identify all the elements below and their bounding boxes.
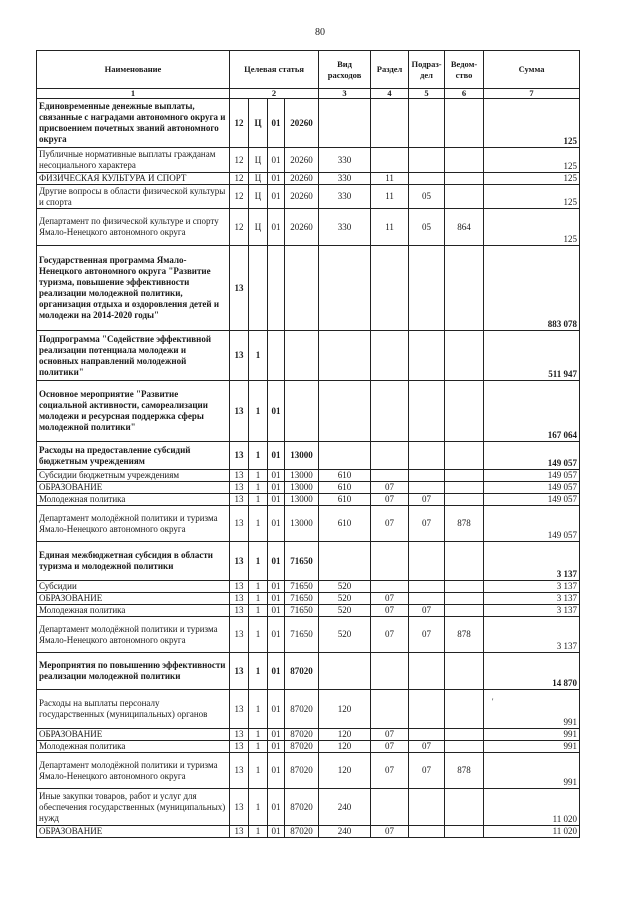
- column-number: 4: [371, 89, 409, 99]
- target-subprogram: 1: [249, 581, 268, 593]
- target-subprogram: Ц: [249, 209, 268, 246]
- amount: 149 057: [484, 442, 580, 470]
- target-event: 01: [268, 381, 285, 442]
- row-name: Публичные нормативные выплаты гражданам несоциального характера: [37, 148, 230, 173]
- subsection: 07: [409, 617, 445, 653]
- target-subprogram: 1: [249, 741, 268, 753]
- row-name: Другие вопросы в области физической культуры и спорта: [37, 185, 230, 209]
- target-subprogram: Ц: [249, 99, 268, 148]
- target-event: 01: [268, 826, 285, 838]
- target-program: 13: [230, 653, 249, 690]
- target-subprogram: 1: [249, 826, 268, 838]
- subsection: [409, 653, 445, 690]
- section: [371, 581, 409, 593]
- target-program: 12: [230, 185, 249, 209]
- header-section: Раздел: [371, 51, 409, 89]
- expense-type: [319, 653, 371, 690]
- row-name: Субсидии: [37, 581, 230, 593]
- target-program: 13: [230, 494, 249, 506]
- section: 11: [371, 173, 409, 185]
- expense-type: [319, 381, 371, 442]
- section: [371, 690, 409, 729]
- target-program: 13: [230, 482, 249, 494]
- row-name: Департамент молодёжной политики и туризма Ямало-Ненецкого автономного округа: [37, 506, 230, 542]
- department-code: [445, 442, 484, 470]
- target-event: 01: [268, 542, 285, 581]
- column-number: 5: [409, 89, 445, 99]
- section: 07: [371, 729, 409, 741]
- row-name: Иные закупки товаров, работ и услуг для обеспечения государственных (муниципальных) нужд: [37, 789, 230, 826]
- department-code: [445, 331, 484, 381]
- target-event: 01: [268, 470, 285, 482]
- target-event: 01: [268, 741, 285, 753]
- expense-type: 120: [319, 753, 371, 789]
- expense-type: 330: [319, 209, 371, 246]
- row-name: Государственная программа Ямало-Ненецкого автономного округа "Развитие туризма, повышение эффективности реализации молодежной политики, организация отдыха и оздоровления детей и молодежи на 2014-2020 годы": [37, 246, 230, 331]
- subsection: [409, 381, 445, 442]
- header-name: Наименование: [37, 51, 230, 89]
- target-subprogram: 1: [249, 494, 268, 506]
- section: 11: [371, 209, 409, 246]
- amount: 883 078: [484, 246, 580, 331]
- amount: 991: [484, 753, 580, 789]
- row-name: Молодежная политика: [37, 494, 230, 506]
- expense-type: 240: [319, 826, 371, 838]
- section: 07: [371, 506, 409, 542]
- target-subprogram: 1: [249, 482, 268, 494]
- table-row: [37, 753, 580, 789]
- expense-type: 330: [319, 148, 371, 173]
- amount: 125: [484, 148, 580, 173]
- expense-type: 120: [319, 690, 371, 729]
- target-program: 13: [230, 729, 249, 741]
- target-program: 13: [230, 617, 249, 653]
- target-event: 01: [268, 581, 285, 593]
- expense-type: [319, 442, 371, 470]
- amount: 149 057: [484, 482, 580, 494]
- row-name: Расходы на предоставление субсидий бюджетным учреждениям: [37, 442, 230, 470]
- target-program: 12: [230, 209, 249, 246]
- row-name: Департамент по физической культуре и спорту Ямало-Ненецкого автономного округа: [37, 209, 230, 246]
- department-code: [445, 173, 484, 185]
- table-row: [37, 442, 580, 470]
- department-code: [445, 185, 484, 209]
- subsection: [409, 148, 445, 173]
- department-code: [445, 690, 484, 729]
- target-subprogram: Ц: [249, 185, 268, 209]
- target-program: 13: [230, 690, 249, 729]
- department-code: 878: [445, 753, 484, 789]
- budget-table: [36, 50, 580, 838]
- section: [371, 470, 409, 482]
- section: [371, 789, 409, 826]
- subsection: [409, 826, 445, 838]
- table-row: [37, 581, 580, 593]
- target-program: 12: [230, 173, 249, 185]
- target-subprogram: 1: [249, 331, 268, 381]
- target-event: 01: [268, 148, 285, 173]
- row-name: ОБРАЗОВАНИЕ: [37, 482, 230, 494]
- subsection: 07: [409, 494, 445, 506]
- target-subprogram: 1: [249, 605, 268, 617]
- department-code: 864: [445, 209, 484, 246]
- amount: 11 020: [484, 789, 580, 826]
- target-direction: 13000: [285, 494, 319, 506]
- amount: 125: [484, 209, 580, 246]
- table-row: [37, 331, 580, 381]
- table-row: [37, 542, 580, 581]
- target-subprogram: 1: [249, 542, 268, 581]
- amount: 3 137: [484, 617, 580, 653]
- department-code: [445, 653, 484, 690]
- target-subprogram: Ц: [249, 173, 268, 185]
- department-code: [445, 741, 484, 753]
- table-row: [37, 482, 580, 494]
- target-subprogram: 1: [249, 753, 268, 789]
- section: [371, 381, 409, 442]
- expense-type: 240: [319, 789, 371, 826]
- table-row: [37, 148, 580, 173]
- row-name: Департамент молодёжной политики и туризма Ямало-Ненецкого автономного округа: [37, 753, 230, 789]
- header-subsection: Подраз-дел: [409, 51, 445, 89]
- row-name: ФИЗИЧЕСКАЯ КУЛЬТУРА И СПОРТ: [37, 173, 230, 185]
- section: [371, 246, 409, 331]
- department-code: [445, 593, 484, 605]
- target-event: 01: [268, 209, 285, 246]
- target-program: 12: [230, 99, 249, 148]
- subsection: 07: [409, 506, 445, 542]
- target-event: 01: [268, 185, 285, 209]
- department-code: [445, 542, 484, 581]
- target-program: 13: [230, 741, 249, 753]
- table-row: [37, 690, 580, 729]
- target-direction: 71650: [285, 581, 319, 593]
- target-event: 01: [268, 653, 285, 690]
- amount: 149 057: [484, 470, 580, 482]
- target-direction: 87020: [285, 753, 319, 789]
- subsection: [409, 542, 445, 581]
- department-code: [445, 494, 484, 506]
- expense-type: 520: [319, 593, 371, 605]
- target-subprogram: [249, 246, 268, 331]
- row-name: Молодежная политика: [37, 605, 230, 617]
- department-code: [445, 99, 484, 148]
- section: 07: [371, 741, 409, 753]
- table-row: [37, 173, 580, 185]
- expense-type: 610: [319, 494, 371, 506]
- header-row: [37, 51, 580, 89]
- section: 07: [371, 617, 409, 653]
- subsection: 07: [409, 753, 445, 789]
- target-program: 13: [230, 506, 249, 542]
- section: 07: [371, 494, 409, 506]
- department-code: 878: [445, 617, 484, 653]
- target-program: 13: [230, 542, 249, 581]
- expense-type: [319, 331, 371, 381]
- subsection: [409, 331, 445, 381]
- table-row: [37, 246, 580, 331]
- section: [371, 148, 409, 173]
- target-subprogram: 1: [249, 442, 268, 470]
- subsection: [409, 482, 445, 494]
- target-subprogram: 1: [249, 617, 268, 653]
- department-code: [445, 246, 484, 331]
- target-direction: 71650: [285, 593, 319, 605]
- amount: 125: [484, 99, 580, 148]
- target-direction: [285, 381, 319, 442]
- target-event: 01: [268, 442, 285, 470]
- department-code: [445, 470, 484, 482]
- section: 07: [371, 826, 409, 838]
- amount: 511 947: [484, 331, 580, 381]
- row-name: Единовременные денежные выплаты, связанные с наградами автономного округа и присвоением почетных званий автономного округа: [37, 99, 230, 148]
- section: 07: [371, 605, 409, 617]
- amount: 125: [484, 173, 580, 185]
- column-number-row: [37, 89, 580, 99]
- target-program: 13: [230, 381, 249, 442]
- subsection: [409, 729, 445, 741]
- header-department: Ведом-ство: [445, 51, 484, 89]
- target-event: 01: [268, 482, 285, 494]
- department-code: 878: [445, 506, 484, 542]
- table-row: [37, 826, 580, 838]
- amount: 991: [484, 741, 580, 753]
- amount: 14 870: [484, 653, 580, 690]
- row-name: Мероприятия по повышению эффективности реализации молодежной политики: [37, 653, 230, 690]
- table-row: [37, 741, 580, 753]
- table-row: [37, 593, 580, 605]
- target-direction: 71650: [285, 605, 319, 617]
- section: [371, 542, 409, 581]
- row-name: Молодежная политика: [37, 741, 230, 753]
- subsection: 05: [409, 209, 445, 246]
- expense-type: 520: [319, 605, 371, 617]
- target-direction: 71650: [285, 542, 319, 581]
- subsection: [409, 581, 445, 593]
- row-name: Основное мероприятие "Развитие социальной активности, самореализации молодежи и ресурсная поддержка сферы молодежной политики": [37, 381, 230, 442]
- target-direction: 13000: [285, 470, 319, 482]
- table-row: [37, 185, 580, 209]
- expense-type: 120: [319, 741, 371, 753]
- amount: 149 057: [484, 506, 580, 542]
- target-event: [268, 331, 285, 381]
- stray-mark: ': [492, 697, 494, 706]
- amount: 3 137: [484, 593, 580, 605]
- target-event: 01: [268, 753, 285, 789]
- column-number: 6: [445, 89, 484, 99]
- header-target: Целевая статья: [230, 51, 319, 89]
- amount: 149 057: [484, 494, 580, 506]
- target-event: 01: [268, 494, 285, 506]
- header-sum: Сумма: [484, 51, 580, 89]
- amount: 991: [484, 690, 580, 729]
- subsection: [409, 99, 445, 148]
- row-name: Департамент молодёжной политики и туризма Ямало-Ненецкого автономного округа: [37, 617, 230, 653]
- subsection: [409, 246, 445, 331]
- table-row: [37, 653, 580, 690]
- target-program: 13: [230, 593, 249, 605]
- target-direction: 87020: [285, 653, 319, 690]
- table-row: [37, 729, 580, 741]
- subsection: [409, 690, 445, 729]
- target-direction: 87020: [285, 690, 319, 729]
- table-row: [37, 381, 580, 442]
- target-program: 13: [230, 470, 249, 482]
- section: 07: [371, 482, 409, 494]
- target-event: 01: [268, 789, 285, 826]
- amount: 167 064: [484, 381, 580, 442]
- target-direction: 87020: [285, 789, 319, 826]
- target-direction: 13000: [285, 442, 319, 470]
- target-event: 01: [268, 506, 285, 542]
- subsection: 05: [409, 185, 445, 209]
- department-code: [445, 381, 484, 442]
- target-program: 13: [230, 789, 249, 826]
- table-row: [37, 99, 580, 148]
- table-row: [37, 470, 580, 482]
- target-program: 13: [230, 581, 249, 593]
- row-name: ОБРАЗОВАНИЕ: [37, 729, 230, 741]
- target-direction: 20260: [285, 173, 319, 185]
- table-row: [37, 617, 580, 653]
- table-row: [37, 789, 580, 826]
- expense-type: 520: [319, 581, 371, 593]
- target-event: 01: [268, 605, 285, 617]
- target-direction: 87020: [285, 826, 319, 838]
- expense-type: [319, 99, 371, 148]
- row-name: ОБРАЗОВАНИЕ: [37, 593, 230, 605]
- target-direction: 71650: [285, 617, 319, 653]
- subsection: [409, 789, 445, 826]
- target-subprogram: 1: [249, 690, 268, 729]
- target-direction: [285, 331, 319, 381]
- target-direction: 13000: [285, 482, 319, 494]
- target-program: 13: [230, 826, 249, 838]
- target-event: [268, 246, 285, 331]
- target-subprogram: 1: [249, 653, 268, 690]
- target-event: 01: [268, 729, 285, 741]
- target-subprogram: 1: [249, 506, 268, 542]
- target-subprogram: 1: [249, 729, 268, 741]
- department-code: [445, 729, 484, 741]
- row-name: Расходы на выплаты персоналу государственных (муниципальных) органов: [37, 690, 230, 729]
- target-program: 13: [230, 246, 249, 331]
- target-subprogram: 1: [249, 381, 268, 442]
- target-direction: 20260: [285, 148, 319, 173]
- section: 11: [371, 185, 409, 209]
- subsection: [409, 593, 445, 605]
- table-row: [37, 494, 580, 506]
- target-direction: 20260: [285, 99, 319, 148]
- target-direction: [285, 246, 319, 331]
- amount: 3 137: [484, 605, 580, 617]
- expense-type: 520: [319, 617, 371, 653]
- target-program: 13: [230, 605, 249, 617]
- target-direction: 20260: [285, 209, 319, 246]
- target-program: 13: [230, 753, 249, 789]
- expense-type: [319, 542, 371, 581]
- target-subprogram: 1: [249, 470, 268, 482]
- row-name: Единая межбюджетная субсидия в области туризма и молодежной политики: [37, 542, 230, 581]
- subsection: [409, 173, 445, 185]
- target-event: 01: [268, 593, 285, 605]
- section: [371, 331, 409, 381]
- column-number: 3: [319, 89, 371, 99]
- amount: 11 020: [484, 826, 580, 838]
- target-event: 01: [268, 173, 285, 185]
- expense-type: 330: [319, 173, 371, 185]
- section: 07: [371, 593, 409, 605]
- column-number: 1: [37, 89, 230, 99]
- header-expense-type: Вид расходов: [319, 51, 371, 89]
- target-event: 01: [268, 617, 285, 653]
- target-program: 12: [230, 148, 249, 173]
- target-subprogram: 1: [249, 593, 268, 605]
- department-code: [445, 148, 484, 173]
- page-number: 80: [315, 27, 325, 38]
- expense-type: 610: [319, 470, 371, 482]
- target-program: 13: [230, 331, 249, 381]
- section: [371, 99, 409, 148]
- target-event: 01: [268, 99, 285, 148]
- subsection: 07: [409, 741, 445, 753]
- expense-type: 120: [319, 729, 371, 741]
- column-number: 7: [484, 89, 580, 99]
- section: [371, 442, 409, 470]
- row-name: ОБРАЗОВАНИЕ: [37, 826, 230, 838]
- target-direction: 87020: [285, 741, 319, 753]
- row-name: Подпрограмма "Содействие эффективной реализации потенциала молодежи и основных направлений молодежной политики": [37, 331, 230, 381]
- department-code: [445, 789, 484, 826]
- section: [371, 653, 409, 690]
- target-direction: 20260: [285, 185, 319, 209]
- row-name: Субсидии бюджетным учреждениям: [37, 470, 230, 482]
- subsection: [409, 442, 445, 470]
- subsection: [409, 470, 445, 482]
- target-event: 01: [268, 690, 285, 729]
- department-code: [445, 605, 484, 617]
- amount: 991: [484, 729, 580, 741]
- department-code: [445, 482, 484, 494]
- table-body: [37, 99, 580, 838]
- target-subprogram: 1: [249, 789, 268, 826]
- amount: 3 137: [484, 581, 580, 593]
- department-code: [445, 581, 484, 593]
- table-row: [37, 506, 580, 542]
- amount: 3 137: [484, 542, 580, 581]
- expense-type: 330: [319, 185, 371, 209]
- expense-type: 610: [319, 482, 371, 494]
- expense-type: [319, 246, 371, 331]
- department-code: [445, 826, 484, 838]
- table-row: [37, 209, 580, 246]
- target-direction: 13000: [285, 506, 319, 542]
- table-row: [37, 605, 580, 617]
- target-direction: 87020: [285, 729, 319, 741]
- amount: 125: [484, 185, 580, 209]
- expense-type: 610: [319, 506, 371, 542]
- target-program: 13: [230, 442, 249, 470]
- column-number: 2: [230, 89, 319, 99]
- target-subprogram: Ц: [249, 148, 268, 173]
- section: 07: [371, 753, 409, 789]
- subsection: 07: [409, 605, 445, 617]
